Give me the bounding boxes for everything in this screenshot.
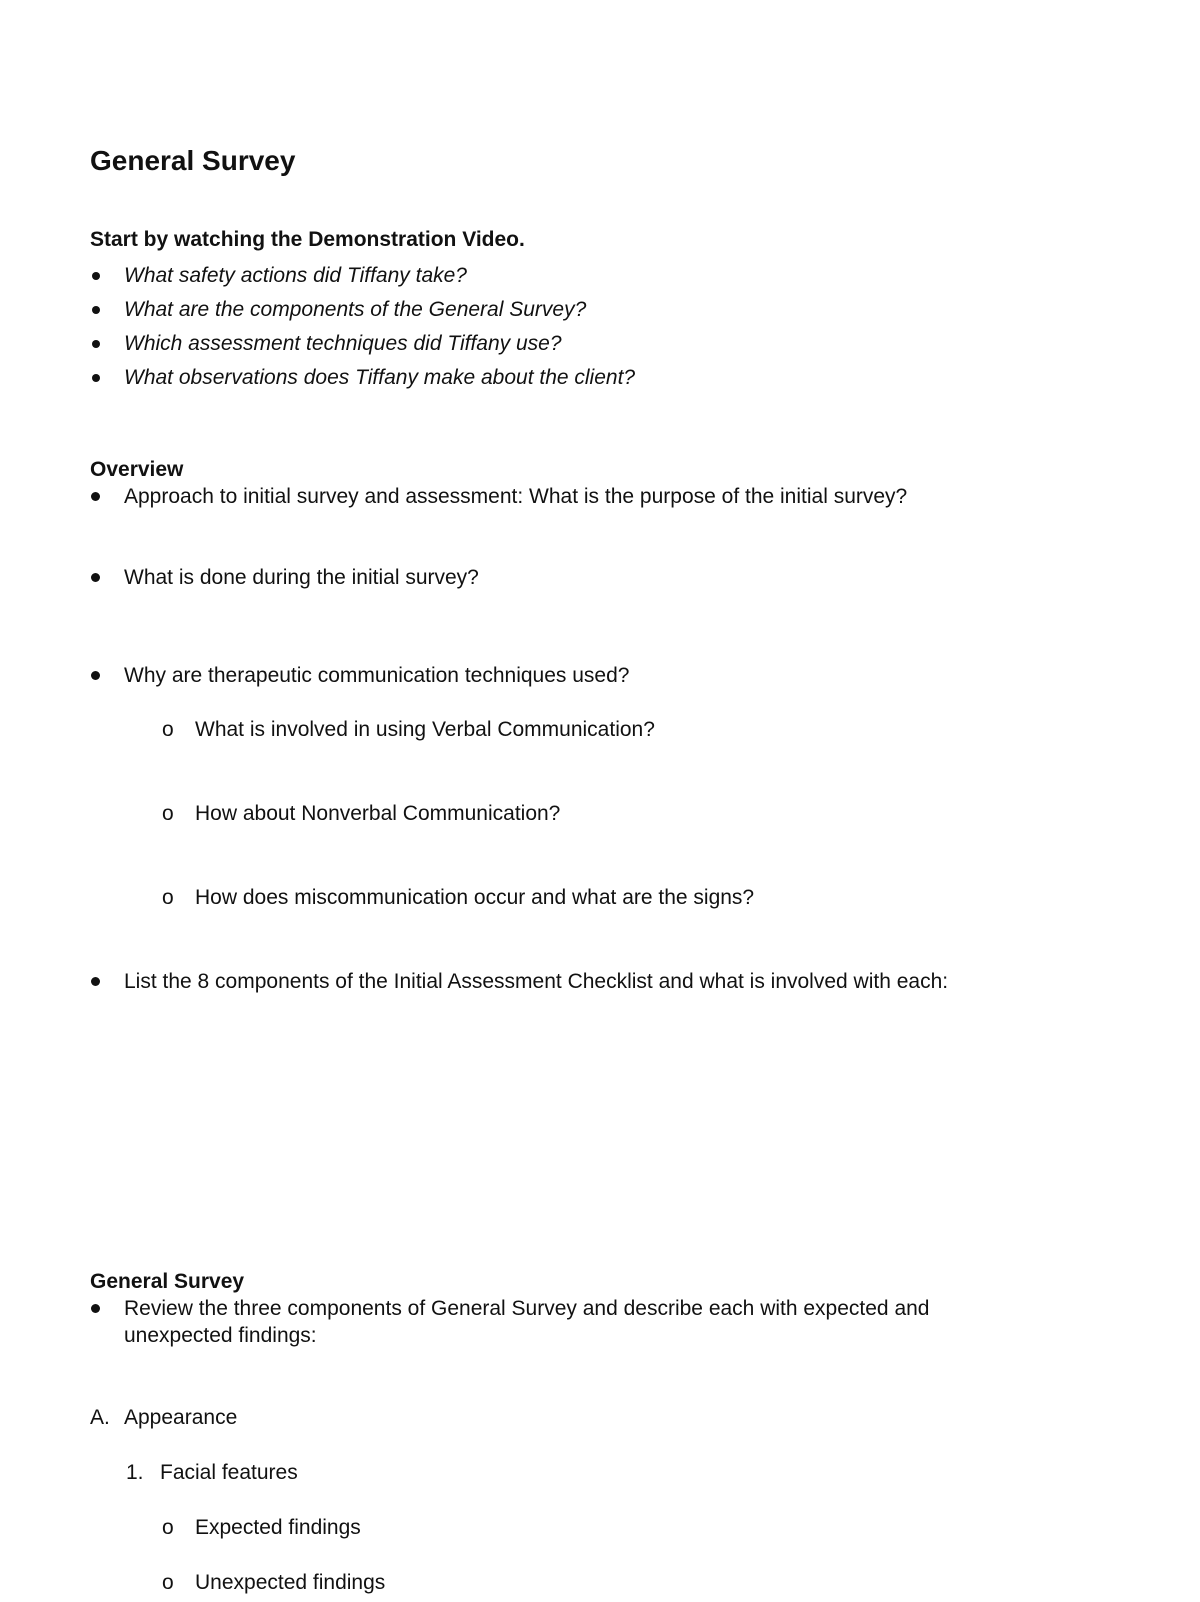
general-survey-instruction-line2: unexpected findings: — [124, 1324, 317, 1347]
bullet-icon — [91, 573, 100, 582]
finding-item: Unexpected findings — [195, 1571, 386, 1594]
sub-bullet-marker: o — [162, 802, 174, 825]
section-marker: A. — [90, 1406, 110, 1429]
overview-item: What is done during the initial survey? — [124, 566, 479, 589]
finding-item: Expected findings — [195, 1516, 361, 1539]
bullet-icon — [92, 374, 100, 382]
overview-subitem: How does miscommunication occur and what are the signs? — [195, 886, 755, 909]
item-marker: 1. — [126, 1461, 144, 1484]
item-label: Facial features — [160, 1461, 298, 1484]
bullet-icon — [91, 1304, 100, 1313]
overview-subitem: What is involved in using Verbal Communication? — [195, 718, 655, 741]
document-title: General Survey — [90, 145, 296, 176]
bullet-icon — [91, 671, 100, 680]
overview-checklist-item: List the 8 components of the Initial Assessment Checklist and what is involved with each: — [124, 970, 949, 993]
intro-question: What observations does Tiffany make about the client? — [124, 366, 636, 389]
bullet-icon — [92, 272, 100, 280]
sub-bullet-marker: o — [162, 718, 174, 741]
bullet-icon — [92, 306, 100, 314]
intro-heading: Start by watching the Demonstration Video. — [90, 228, 525, 251]
overview-subitem: How about Nonverbal Communication? — [195, 802, 561, 825]
intro-question: What safety actions did Tiffany take? — [124, 264, 467, 287]
sub-bullet-marker: o — [162, 886, 174, 909]
intro-question: What are the components of the General Survey? — [124, 298, 587, 321]
section-label: Appearance — [124, 1406, 238, 1429]
overview-item: Approach to initial survey and assessment: What is the purpose of the initial survey? — [124, 485, 908, 508]
intro-question: Which assessment techniques did Tiffany use? — [124, 332, 562, 355]
overview-heading: Overview — [90, 458, 184, 481]
bullet-icon — [91, 492, 100, 501]
bullet-icon — [91, 977, 100, 986]
bullet-icon — [92, 340, 100, 348]
general-survey-heading: General Survey — [90, 1270, 245, 1293]
overview-item: Why are therapeutic communication techniques used? — [124, 664, 630, 687]
general-survey-instruction-line1: Review the three components of General Survey and describe each with expected and — [124, 1297, 930, 1320]
sub-bullet-marker: o — [162, 1516, 174, 1539]
sub-bullet-marker: o — [162, 1571, 174, 1594]
